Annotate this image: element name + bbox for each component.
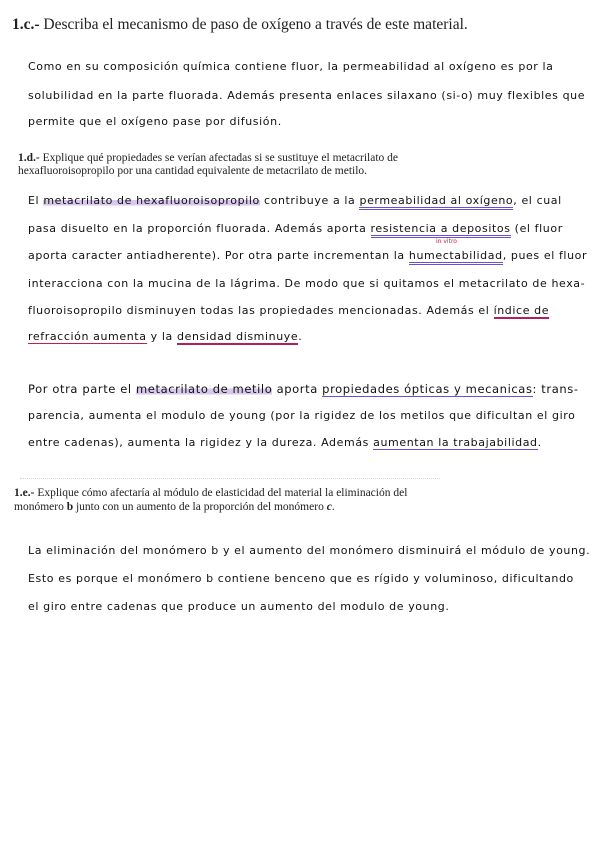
answer-text: , pues el fluor bbox=[502, 249, 588, 262]
answer-1e-line-2: Esto es porque el monómero b contiene benceno que es rígido y voluminoso, dificultando bbox=[28, 572, 574, 585]
answer-1c-line-3: permite que el oxígeno pase por difusión. bbox=[28, 115, 282, 128]
answer-text: pasa disuelto en la proporción fluorada. Además aporta bbox=[28, 222, 367, 235]
answer-text: aporta bbox=[276, 382, 318, 396]
answer-1c-line-2: solubilidad en la parte fluorada. Además presenta enlaces silaxano (si-o) muy flexibles que bbox=[28, 89, 586, 102]
answer-text: fluoroisopropilo disminuyen todas las propiedades mencionadas. Además el bbox=[28, 304, 490, 317]
question-text: monómero bbox=[14, 501, 64, 513]
answer-text: . bbox=[298, 330, 303, 343]
answer-1d-line-1 bbox=[28, 194, 562, 207]
answer-1e-line-3: el giro entre cadenas que produce un aumento del modulo de young. bbox=[28, 600, 450, 613]
underlined-term: resistencia a depositos bbox=[371, 222, 511, 238]
margin-note: in vitro bbox=[436, 238, 457, 245]
underlined-term: humectabilidad bbox=[409, 249, 503, 265]
answer-text: contribuye a la bbox=[263, 194, 356, 207]
answer-text: , el cual bbox=[513, 194, 562, 207]
question-number: 1.d.- bbox=[18, 152, 40, 164]
highlight-term: metacrilato de hexafluoroisopropilo bbox=[43, 194, 260, 207]
answer-text: aporta caracter antiadherente). Por otra parte incrementan la bbox=[28, 249, 405, 262]
answer-text: El bbox=[28, 194, 40, 207]
answer-1d-p2-line-1 bbox=[28, 382, 579, 396]
underlined-term: densidad disminuye bbox=[177, 330, 299, 343]
answer-text: : trans- bbox=[532, 382, 579, 396]
answer-1d-line-5 bbox=[28, 304, 549, 317]
answer-1d-line-3 bbox=[28, 249, 587, 262]
question-1c bbox=[12, 16, 512, 44]
answer-text: (el fluor bbox=[514, 222, 563, 235]
answer-text: Por otra parte el bbox=[28, 382, 132, 396]
underlined-term: aumentan la trabajabilidad bbox=[373, 436, 538, 449]
underlined-term: refracción aumenta bbox=[28, 330, 147, 343]
underlined-term: permeabilidad al oxígeno bbox=[359, 194, 513, 210]
highlight-term: metacrilato de metilo bbox=[135, 382, 273, 396]
question-text-line-2: hexafluoroisopropilo por una cantidad equivalente de metacrilato de metilo. bbox=[18, 165, 368, 177]
monomer-label: b bbox=[66, 501, 74, 513]
answer-text: entre cadenas), aumenta la rigidez y la dureza. Además bbox=[28, 436, 369, 449]
answer-1d-line-6 bbox=[28, 330, 302, 343]
answer-1d-line-2 bbox=[28, 222, 563, 235]
question-text-line-2 bbox=[14, 500, 528, 514]
question-number: 1.c.- bbox=[12, 16, 40, 33]
question-number: 1.e.- bbox=[14, 487, 35, 499]
monomer-label: c bbox=[326, 501, 332, 513]
answer-1d-line-4: interacciona con la mucina de la lágrima. De modo que si quitamos el metacrilato de hexa- bbox=[28, 277, 586, 290]
answer-1e-line-1: La eliminación del monómero b y el aumento del monómero disminuirá el módulo de young. bbox=[28, 544, 591, 557]
answer-1d-p2-line-3 bbox=[28, 436, 542, 449]
question-text-line-1: Explique cómo afectaría al módulo de elasticidad del material la eliminación del bbox=[37, 487, 408, 499]
question-text: . bbox=[331, 501, 335, 513]
question-text-line-1: Explique qué propiedades se verían afectadas si se sustituye el metacrilato de bbox=[42, 152, 399, 164]
question-text: junto con un aumento de la proporción del monómero bbox=[75, 501, 324, 513]
answer-text: y la bbox=[150, 330, 173, 343]
question-1d bbox=[18, 148, 470, 188]
answer-1c-line-1: Como en su composición química contiene fluor, la permeabilidad al oxígeno es por la bbox=[28, 60, 554, 73]
underlined-term: índice de bbox=[493, 304, 550, 317]
answer-1d-p2-line-2: parencia, aumenta el modulo de young (por la rigidez de los metilos que dificultan el giro bbox=[28, 409, 576, 422]
question-text: Describa el mecanismo de paso de oxígeno a través de este material. bbox=[43, 16, 468, 33]
answer-text: . bbox=[537, 436, 542, 449]
underlined-term: propiedades ópticas y mecanicas bbox=[322, 382, 533, 396]
question-1e bbox=[14, 484, 528, 530]
